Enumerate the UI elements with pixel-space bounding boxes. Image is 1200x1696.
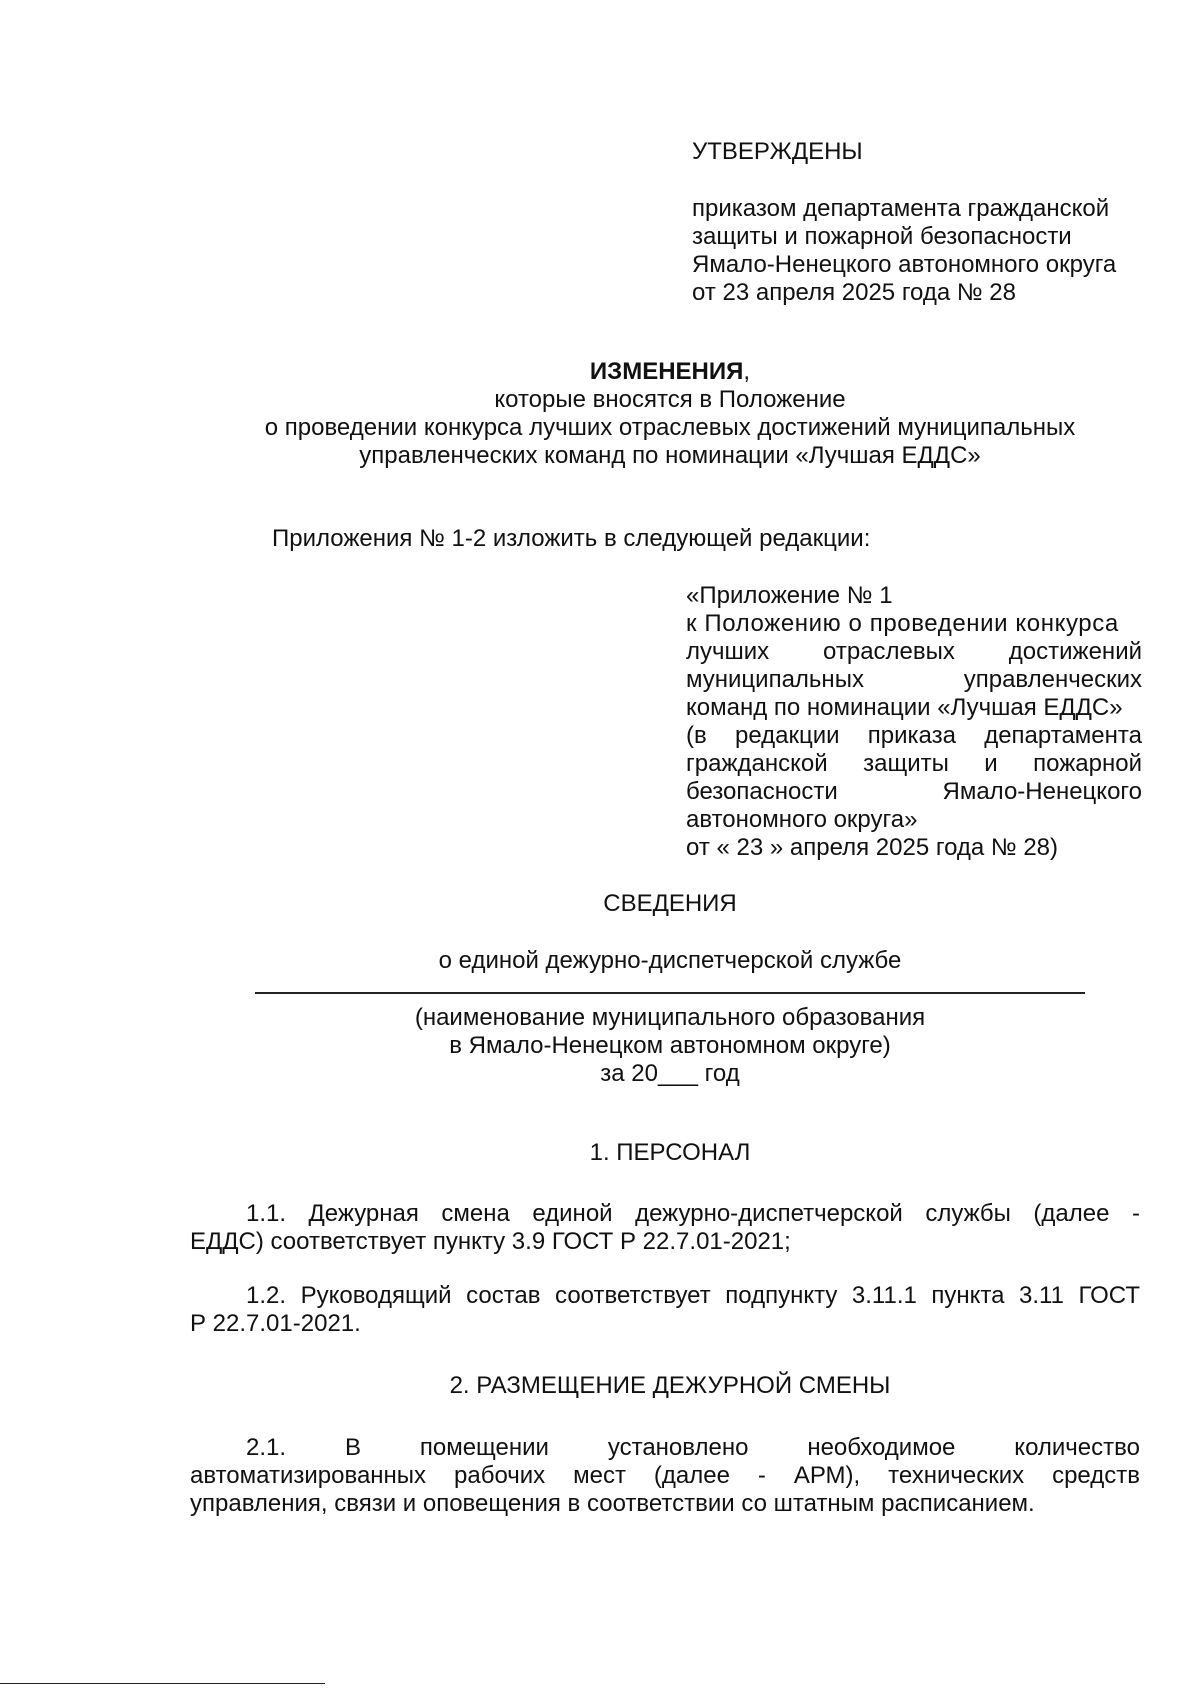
appendix-line bbox=[686, 666, 1142, 694]
paragraph-word: В bbox=[344, 1434, 361, 1461]
paragraph-word: количество bbox=[1014, 1434, 1140, 1461]
appendix-word: пожарной bbox=[1033, 750, 1142, 777]
approval-line: от 23 апреля 2025 года № 28 bbox=[692, 279, 1016, 306]
approval-line: Ямало-Ненецкого автономного округа bbox=[692, 251, 1117, 278]
info-block bbox=[300, 890, 1040, 918]
appendix-word: редакции bbox=[734, 722, 840, 749]
paragraph-word: установлено bbox=[607, 1434, 749, 1461]
paragraph-line bbox=[190, 1462, 1140, 1490]
paragraph-word: автоматизированных bbox=[190, 1462, 427, 1489]
paragraph-word: 3.11 bbox=[1019, 1282, 1064, 1309]
paragraph-word: состав bbox=[466, 1282, 541, 1309]
paragraph-word: (далее bbox=[1033, 1200, 1110, 1227]
info-subheading: о единой дежурно-диспетчерской службе bbox=[438, 947, 902, 974]
paragraph-word: средств bbox=[1052, 1462, 1140, 1489]
appendix-line: от « 23 » апреля 2025 года № 28) bbox=[686, 834, 1059, 861]
section1-paragraph2 bbox=[190, 1282, 1140, 1338]
paragraph-word: рабочих bbox=[454, 1462, 546, 1489]
paragraph-word: - bbox=[1131, 1200, 1140, 1227]
paragraph-word: смена bbox=[441, 1200, 510, 1227]
approval-heading: УТВЕРЖДЕНЫ bbox=[692, 138, 863, 165]
appendix-line: автономного округа» bbox=[686, 806, 918, 833]
appendix-word: департамента bbox=[984, 722, 1142, 749]
appendix-word: приказа bbox=[867, 722, 956, 749]
paragraph-line: управления, связи и оповещения в соответствии со штатным расписанием. bbox=[190, 1490, 1035, 1517]
approval-details bbox=[692, 195, 1116, 307]
appendix-word: и bbox=[984, 750, 998, 777]
footnote-separator bbox=[0, 1683, 325, 1684]
paragraph-word: необходимое bbox=[807, 1434, 956, 1461]
paragraph-word: технических bbox=[888, 1462, 1025, 1489]
paragraph-word: Руководящий bbox=[300, 1282, 452, 1309]
info-heading: СВЕДЕНИЯ bbox=[603, 890, 737, 917]
appendix-word: достижений bbox=[1008, 638, 1142, 665]
approval-line: защиты и пожарной безопасности bbox=[692, 223, 1072, 250]
appendix-word: защиты bbox=[863, 750, 949, 777]
paragraph-line bbox=[190, 1200, 1140, 1228]
paragraph-word: ГОСТ bbox=[1078, 1282, 1140, 1309]
section1-paragraph1 bbox=[190, 1200, 1140, 1256]
appendix-word: отраслевых bbox=[823, 638, 955, 665]
section1-heading-block bbox=[300, 1139, 1040, 1167]
paragraph-word: соответствует bbox=[555, 1282, 711, 1309]
appendix-line bbox=[686, 610, 1142, 638]
changes-title-block bbox=[220, 358, 1120, 470]
appendix-word: лучших bbox=[686, 638, 770, 665]
paragraph-word: Дежурная bbox=[308, 1200, 419, 1227]
paragraph-word: 2.1. bbox=[246, 1434, 287, 1461]
paragraph-word: пункта bbox=[931, 1282, 1005, 1309]
approval-line: приказом департамента гражданской bbox=[692, 195, 1110, 222]
appendix-word: муниципальных bbox=[686, 666, 864, 693]
appendix-text: к Положению о проведении конкурса bbox=[686, 610, 1119, 637]
info-caption-block bbox=[300, 1004, 1040, 1088]
paragraph-line bbox=[190, 1282, 1140, 1310]
changes-subtitle-line: управленческих команд по номинации «Лучшая ЕДДС» bbox=[359, 442, 981, 469]
paragraph-word: мест bbox=[573, 1462, 626, 1489]
paragraph-word: подпункту bbox=[725, 1282, 838, 1309]
changes-subtitle-line: о проведении конкурса лучших отраслевых достижений муниципальных bbox=[264, 414, 1076, 441]
paragraph-word: помещении bbox=[419, 1434, 549, 1461]
appendix-word: безопасности bbox=[686, 778, 838, 805]
blank-underline bbox=[255, 992, 1085, 994]
changes-title-comma: , bbox=[743, 358, 751, 385]
changes-subtitle-line: которые вносятся в Положение bbox=[494, 386, 846, 413]
paragraph-word: 1.2. bbox=[246, 1282, 287, 1309]
appendix-reference bbox=[686, 582, 1142, 862]
appendix-word: (в bbox=[686, 722, 707, 749]
appendix-line bbox=[686, 638, 1142, 666]
paragraph-word: службы bbox=[925, 1200, 1011, 1227]
paragraph-word: - bbox=[757, 1462, 766, 1489]
appendix-line bbox=[686, 750, 1142, 778]
paragraph-line bbox=[190, 1434, 1140, 1462]
paragraph-line: ЕДДС) соответствует пункту 3.9 ГОСТ Р 22.7.01-2021; bbox=[190, 1228, 791, 1255]
paragraph-word: единой bbox=[532, 1200, 613, 1227]
info-subheading-block bbox=[300, 947, 1040, 975]
info-caption-line: в Ямало-Ненецком автономном округе) bbox=[449, 1032, 891, 1059]
paragraph-line: Р 22.7.01-2021. bbox=[190, 1310, 361, 1337]
info-year-line: за 20___ год bbox=[600, 1060, 740, 1087]
appendix-line: «Приложение № 1 bbox=[686, 582, 893, 609]
paragraph-word: 1.1. bbox=[246, 1200, 287, 1227]
changes-title-main: ИЗМЕНЕНИЯ bbox=[589, 358, 744, 385]
paragraph-word: дежурно-диспетчерской bbox=[635, 1200, 903, 1227]
appendix-word: Ямало-Ненецкого bbox=[942, 778, 1142, 805]
instruction-text: Приложения № 1-2 изложить в следующей редакции: bbox=[272, 525, 871, 552]
paragraph-word: АРМ), bbox=[793, 1462, 861, 1489]
changes-title bbox=[220, 358, 1120, 386]
info-caption-line: (наименование муниципального образования bbox=[414, 1004, 926, 1031]
section1-heading: 1. ПЕРСОНАЛ bbox=[589, 1139, 751, 1166]
appendix-line bbox=[686, 778, 1142, 806]
appendix-word: управленческих bbox=[963, 666, 1142, 693]
section2-heading-block bbox=[300, 1372, 1040, 1400]
paragraph-word: 3.11.1 bbox=[851, 1282, 917, 1309]
appendix-line: команд по номинации «Лучшая ЕДДС» bbox=[686, 694, 1123, 721]
paragraph-word: (далее bbox=[653, 1462, 730, 1489]
appendix-line bbox=[686, 722, 1142, 750]
section2-heading: 2. РАЗМЕЩЕНИЕ ДЕЖУРНОЙ СМЕНЫ bbox=[449, 1372, 891, 1399]
section2-paragraph1 bbox=[190, 1434, 1140, 1518]
appendix-word: гражданской bbox=[686, 750, 828, 777]
